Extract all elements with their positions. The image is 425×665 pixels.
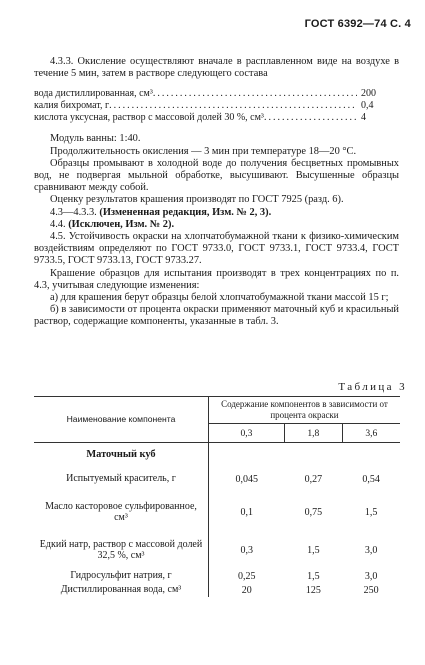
recipe-value: 200 xyxy=(361,88,376,100)
amendment-text: (Измененная редакция, Изм. № 2, 3). xyxy=(99,206,272,218)
header-percent: 1,8 xyxy=(284,424,342,443)
component-name: Гидросульфит натрия, г xyxy=(34,569,209,583)
oxidation-duration: Продолжительность окисления — 3 мин при температуре 18—20 °С. xyxy=(50,145,357,157)
header-percent: 3,6 xyxy=(342,424,400,443)
excluded-ref: 4.4. xyxy=(50,218,66,230)
page-header: ГОСТ 6392—74 С. 4 xyxy=(304,18,411,30)
recipe-value: 4 xyxy=(361,112,366,124)
leader-dots xyxy=(109,100,357,112)
paragraph-4-3-3: 4.3.3. Окисление осуществляют вначале в расплавленном виде на воздухе в течение 5 мин, затем в растворе следующего состава xyxy=(34,56,399,80)
cell-value: 0,045 xyxy=(235,473,258,485)
table-header-row xyxy=(34,397,400,424)
recipe-value: 0,4 xyxy=(361,100,374,112)
cell-value: 3,0 xyxy=(364,570,378,582)
bath-modulus: Модуль ванны: 1:40. xyxy=(50,133,141,145)
header-percent: 0,3 xyxy=(209,424,285,443)
cell-value: 1,5 xyxy=(364,506,378,518)
cell-value: 125 xyxy=(305,584,321,596)
excluded-text: (Исключен, Изм. № 2). xyxy=(68,218,175,230)
component-name: Дистиллированная вода, см³ xyxy=(34,583,209,597)
recipe-line xyxy=(34,100,399,112)
cell-value: 0,27 xyxy=(304,473,323,485)
amendment-ref: 4.3—4.3.3. xyxy=(50,206,97,218)
cell-value: 0,3 xyxy=(240,544,253,556)
item-b: б) в зависимости от процента окраски применяют маточный куб и красильный раствор, содержащие компоненты, указанные в табл. 3. xyxy=(34,304,399,328)
excluded-note xyxy=(34,219,399,231)
component-name: Испытуемый краситель, г xyxy=(34,465,209,493)
section-title: Маточный куб xyxy=(34,443,209,466)
item-a: а) для крашения берут образцы белой хлопчатобумажной ткани массой 15 г; xyxy=(50,292,389,304)
header-component: Наименование компонента xyxy=(34,397,209,443)
cell-value: 1,5 xyxy=(307,544,320,556)
recipe-label: калия бихромат, г xyxy=(34,100,110,112)
washing-paragraph: Образцы промывают в холодной воде до получения бесцветных промывных вод, не подвергая мыльной обработке, высушивают. Высушенные образцы сравнивают между собой. xyxy=(34,157,399,194)
table-row xyxy=(34,583,400,597)
leader-dots xyxy=(153,88,357,100)
component-name: Масло касторовое сульфированное, см³ xyxy=(34,493,209,531)
table-row xyxy=(34,531,400,569)
recipe-line xyxy=(34,112,399,124)
cell-value: 3,0 xyxy=(364,544,378,556)
cell-value: 0,75 xyxy=(304,506,323,518)
paragraph-4-5: 4.5. Устойчивость окраски на хлопчатобумажной ткани к физико-химическим воздействиям определяют по ГОСТ 9733.0, ГОСТ 9733.1, ГОСТ 9733.4, ГОСТ 9733.5, ГОСТ 9733.13, ГОСТ 9733.27. xyxy=(34,231,399,267)
cell-value: 0,54 xyxy=(362,473,380,485)
component-name: Едкий натр, раствор с массовой долей 32,5 %, см³ xyxy=(34,531,209,569)
table-caption: Таблица 3 xyxy=(338,381,407,393)
cell-value: 250 xyxy=(363,584,379,596)
recipe-label: кислота уксусная, раствор с массовой долей 30 %, см³ xyxy=(34,112,264,124)
table-row xyxy=(34,465,400,493)
leader-dots xyxy=(264,112,357,124)
cell-value: 0,1 xyxy=(240,506,253,518)
table-section-row xyxy=(34,443,400,466)
recipe-label: вода дистиллированная, см³ xyxy=(34,88,153,100)
cell-value: 1,5 xyxy=(307,570,320,582)
table-row xyxy=(34,493,400,531)
components-table xyxy=(34,396,400,597)
recipe-line xyxy=(34,88,399,100)
evaluation-paragraph: Оценку результатов крашения производят по ГОСТ 7925 (разд. 6). xyxy=(50,194,344,206)
recipe-list xyxy=(34,88,399,124)
dyeing-paragraph: Крашение образцов для испытания производят в трех концентрациях по п. 4.3, учитывая следующие изменения: xyxy=(34,267,399,291)
cell-value: 0,25 xyxy=(237,570,256,582)
table-row xyxy=(34,569,400,583)
amendment-note xyxy=(34,207,399,219)
cell-value: 20 xyxy=(241,584,252,596)
text-body xyxy=(34,56,399,329)
header-content-group: Содержание компонентов в зависимости от процента окраски xyxy=(209,397,401,424)
